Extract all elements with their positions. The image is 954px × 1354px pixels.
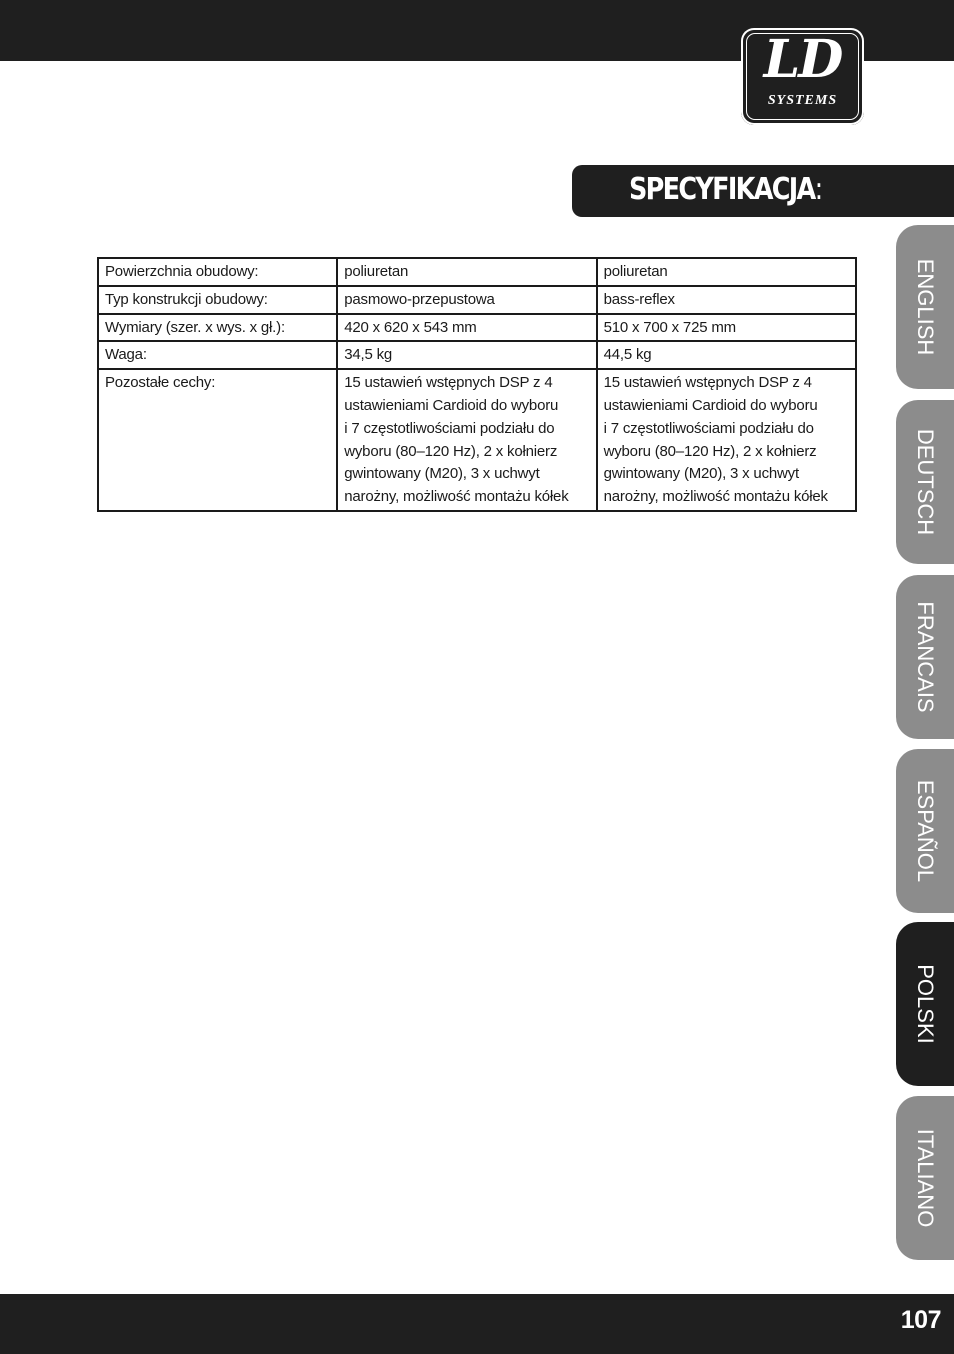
row-value-model-2: poliuretan (598, 259, 855, 287)
row-label: Wymiary (szer. x wys. x gł.): (99, 315, 338, 343)
row-label: Typ konstrukcji obudowy: (99, 287, 338, 315)
table-row (99, 342, 855, 370)
row-value-model-1: pasmowo-przepustowa (338, 287, 597, 315)
row-value-model-2: 44,5 kg (598, 342, 855, 370)
tab-label: ESPAÑOL (913, 779, 938, 883)
tab-label: FRANCAIS (913, 601, 938, 713)
row-label: Waga: (99, 342, 338, 370)
row-label: Powierzchnia obudowy: (99, 259, 338, 287)
tab-italiano[interactable] (896, 1096, 954, 1260)
row-value-model-2: 510 x 700 x 725 mm (598, 315, 855, 343)
tab-deutsch[interactable] (896, 400, 954, 564)
section-title-text: SPECYFIKACJA (629, 172, 815, 207)
tab-label: ENGLISH (913, 258, 938, 356)
ld-systems-logo (741, 28, 864, 125)
logo-ld-text: LD (763, 29, 842, 90)
logo-systems-text: SYSTEMS (767, 93, 838, 108)
bottom-bar (0, 1294, 954, 1354)
tab-polski[interactable] (896, 922, 954, 1086)
tab-label: DEUTSCH (913, 428, 938, 536)
row-value-model-1: 420 x 620 x 543 mm (338, 315, 597, 343)
table-row (99, 259, 855, 287)
row-value-model-2: bass-reflex (598, 287, 855, 315)
row-value-model-1: poliuretan (338, 259, 597, 287)
section-title-banner (572, 165, 954, 217)
row-value-model-1: 34,5 kg (338, 342, 597, 370)
tab-english[interactable] (896, 225, 954, 389)
page-number: 107 (900, 1306, 941, 1334)
tab-francais[interactable] (896, 575, 954, 739)
table-row (99, 287, 855, 315)
row-label: Pozostałe cechy: (99, 370, 338, 510)
table-row (99, 370, 855, 510)
tab-label: POLSKI (913, 964, 938, 1044)
tab-label: ITALIANO (913, 1128, 938, 1228)
table-row (99, 315, 855, 343)
section-title (629, 172, 821, 207)
row-value-model-1: 15 ustawień wstępnych DSP z 4 ustawieniami Cardioid do wyboru i 7 częstotliwościami podziału do wyboru (80–120 Hz), 2 x kołnierz gwintowany (M20), 3 x uchwyt narożny, możliwość montażu kółek (338, 370, 597, 510)
section-title-colon: : (814, 172, 822, 207)
tab-espanol[interactable] (896, 749, 954, 913)
specification-table (97, 257, 857, 512)
row-value-model-2: 15 ustawień wstępnych DSP z 4 ustawieniami Cardioid do wyboru i 7 częstotliwościami podziału do wyboru (80–120 Hz), 2 x kołnierz gwintowany (M20), 3 x uchwyt narożny, możliwość montażu kółek (603, 374, 828, 506)
